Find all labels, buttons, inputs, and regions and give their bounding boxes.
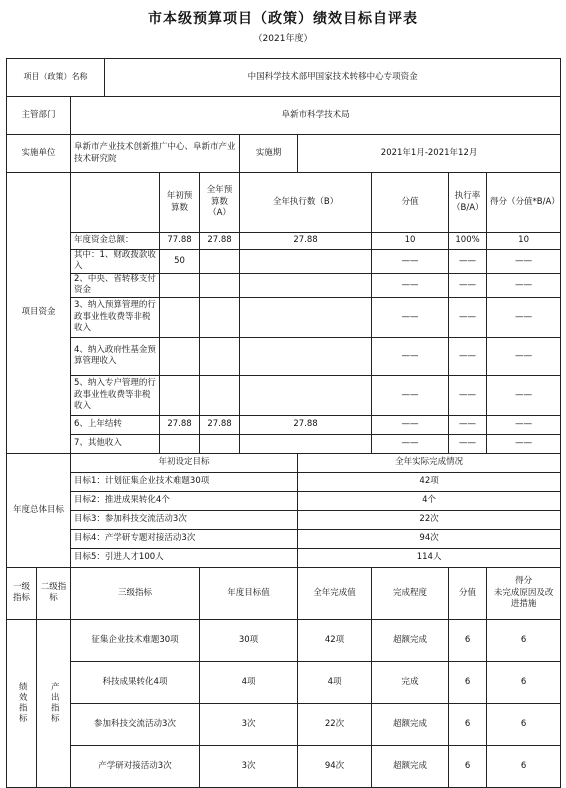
indicator-score: 6 [487,745,561,787]
fund-row-weight: —— [372,415,449,434]
department-label: 主管部门 [7,97,71,135]
fund-row [7,233,561,250]
fund-row-rate: —— [449,273,487,297]
indicator-row [7,661,561,703]
fund-row-initial [160,297,200,337]
goals-section-label: 年度总体目标 [7,453,71,567]
fund-header-full-year: 全年预算数（A） [200,173,240,233]
fund-row-executed [240,337,372,375]
goals-header-row [7,453,561,472]
document-title: 市本级预算项目（政策）绩效目标自评表 [148,11,418,27]
indicator-target: 3次 [200,703,298,745]
goal-row [7,472,561,491]
goal-row [7,491,561,510]
fund-row [7,415,561,434]
goal-actual: 4个 [298,491,561,510]
fund-row-full-year [200,273,240,297]
department-row [7,97,561,135]
fund-section-label: 项目资金 [7,173,71,454]
fund-row-weight: —— [372,434,449,453]
indicator-header-score: 得分 [515,576,533,587]
indicator-header-weight: 分值 [449,567,487,619]
fund-row-rate: —— [449,415,487,434]
fund-row-score: —— [487,434,561,453]
implementing-unit-row [7,135,561,173]
indicator-group-performance: 绩效指标 [7,619,37,787]
goals-header-actual: 全年实际完成情况 [298,453,561,472]
indicator-actual: 42项 [298,619,372,661]
fund-row-label: 7、其他收入 [71,434,160,453]
fund-row-initial [160,375,200,415]
fund-row-full-year: 27.88 [200,233,240,250]
indicator-degree: 超额完成 [372,619,449,661]
fund-header-initial: 年初预算数 [160,173,200,233]
fund-row-label: 年度资金总额： [71,233,160,250]
indicators-header-row [7,567,561,619]
fund-row-rate: —— [449,337,487,375]
goal-target: 目标4：产学研专题对接活动3次 [71,529,298,548]
indicator-name: 产学研对接活动3次 [71,745,200,787]
goal-actual: 42项 [298,472,561,491]
fund-row-score: —— [487,250,561,274]
implementing-unit-value: 阜新市产业技术创新推广中心、阜新市产业技术研究院 [71,135,240,173]
indicator-header-degree: 完成程度 [372,567,449,619]
goal-actual: 22次 [298,510,561,529]
period-label: 实施期 [240,135,298,173]
fund-row-label: 3、纳入预算管理的行政事业性收费等非税收入 [71,297,160,337]
fund-row-initial: 50 [160,250,200,274]
indicator-degree: 超额完成 [372,703,449,745]
indicator-score: 6 [487,619,561,661]
fund-row-full-year [200,297,240,337]
indicator-score: 6 [487,703,561,745]
goals-header-target: 年初设定目标 [71,453,298,472]
indicator-header-reason: 未完成原因及改进措施 [493,587,554,610]
indicator-name: 征集企业技术难题30项 [71,619,200,661]
fund-row-score: 10 [487,233,561,250]
goal-target: 目标1：计划征集企业技术难题30项 [71,472,298,491]
fund-row-rate: —— [449,297,487,337]
indicator-name: 科技成果转化4项 [71,661,200,703]
project-name-row [7,59,561,97]
fund-row-executed [240,375,372,415]
fund-row [7,434,561,453]
fund-header-executed: 全年执行数（B） [240,173,372,233]
period-value: 2021年1月-2021年12月 [298,135,561,173]
fund-header-row [7,173,561,233]
indicator-actual: 4项 [298,661,372,703]
indicator-actual: 94次 [298,745,372,787]
fund-row-score: —— [487,375,561,415]
fund-row-weight: —— [372,250,449,274]
fund-row-executed: 27.88 [240,415,372,434]
fund-header-score: 得分（分值*B/A） [487,173,561,233]
fund-row-full-year [200,337,240,375]
goal-actual: 114人 [298,548,561,567]
fund-row [7,375,561,415]
fund-row-full-year [200,375,240,415]
indicator-degree: 超额完成 [372,745,449,787]
indicator-header-level3: 三级指标 [71,567,200,619]
project-name-label: 项目（政策）名称 [7,59,105,97]
fund-row-executed: 27.88 [240,233,372,250]
fund-row-initial: 77.88 [160,233,200,250]
fund-row-label: 4、纳入政府性基金预算管理收入 [71,337,160,375]
fund-row-weight: —— [372,337,449,375]
indicator-row [7,703,561,745]
fund-header-rate: 执行率（B/A） [449,173,487,233]
fund-row-executed [240,250,372,274]
fund-row-label: 2、中央、省转移支付资金 [71,273,160,297]
fund-row-rate: —— [449,434,487,453]
fund-header-weight: 分值 [372,173,449,233]
indicator-header-actual: 全年完成值 [298,567,372,619]
fund-row [7,337,561,375]
indicator-group-output: 产出指标 [37,619,71,787]
fund-row-score: —— [487,415,561,434]
fund-row-weight: —— [372,273,449,297]
fund-row-initial [160,337,200,375]
goal-row [7,548,561,567]
goal-row [7,510,561,529]
indicator-header-level2: 二级指标 [37,567,71,619]
fund-row-initial [160,273,200,297]
fund-row-rate: 100% [449,233,487,250]
indicator-row [7,619,561,661]
indicator-name: 参加科技交流活动3次 [71,703,200,745]
indicator-degree: 完成 [372,661,449,703]
indicator-target: 4项 [200,661,298,703]
project-name-value: 中国科学技术部甲国家技术转移中心专项资金 [105,59,561,97]
fund-row [7,273,561,297]
fund-row-rate: —— [449,375,487,415]
implementing-unit-label: 实施单位 [7,135,71,173]
indicator-weight: 6 [449,619,487,661]
fund-row-full-year [200,434,240,453]
fund-row-weight: 10 [372,233,449,250]
indicator-weight: 6 [449,745,487,787]
indicator-target: 3次 [200,745,298,787]
evaluation-table [6,58,561,788]
indicator-header-level1: 一级指标 [7,567,37,619]
indicator-actual: 22次 [298,703,372,745]
fund-row-executed [240,297,372,337]
indicator-target: 30项 [200,619,298,661]
fund-row-initial: 27.88 [160,415,200,434]
goal-target: 目标3：参加科技交流活动3次 [71,510,298,529]
fund-row-weight: —— [372,297,449,337]
goal-target: 目标5：引进人才100人 [71,548,298,567]
department-value: 阜新市科学技术局 [71,97,561,135]
indicator-header-score-reason [487,567,561,619]
document-year: （2021年度） [253,34,313,44]
fund-row [7,297,561,337]
fund-row-full-year: 27.88 [200,415,240,434]
fund-row-initial [160,434,200,453]
goal-actual: 94次 [298,529,561,548]
indicator-header-target: 年度目标值 [200,567,298,619]
fund-row-weight: —— [372,375,449,415]
fund-row-executed [240,273,372,297]
goal-row [7,529,561,548]
goal-target: 目标2：推进成果转化4个 [71,491,298,510]
fund-row-rate: —— [449,250,487,274]
fund-header-blank [71,173,160,233]
indicator-score: 6 [487,661,561,703]
fund-row-label: 5、纳入专户管理的行政事业性收费等非税收入 [71,375,160,415]
fund-row-score: —— [487,337,561,375]
indicator-weight: 6 [449,703,487,745]
fund-row-score: —— [487,273,561,297]
fund-row-label: 其中：1、财政拨款收入 [71,250,160,274]
fund-row-score: —— [487,297,561,337]
fund-row [7,250,561,274]
fund-row-label: 6、上年结转 [71,415,160,434]
fund-row-executed [240,434,372,453]
indicator-weight: 6 [449,661,487,703]
fund-row-full-year [200,250,240,274]
